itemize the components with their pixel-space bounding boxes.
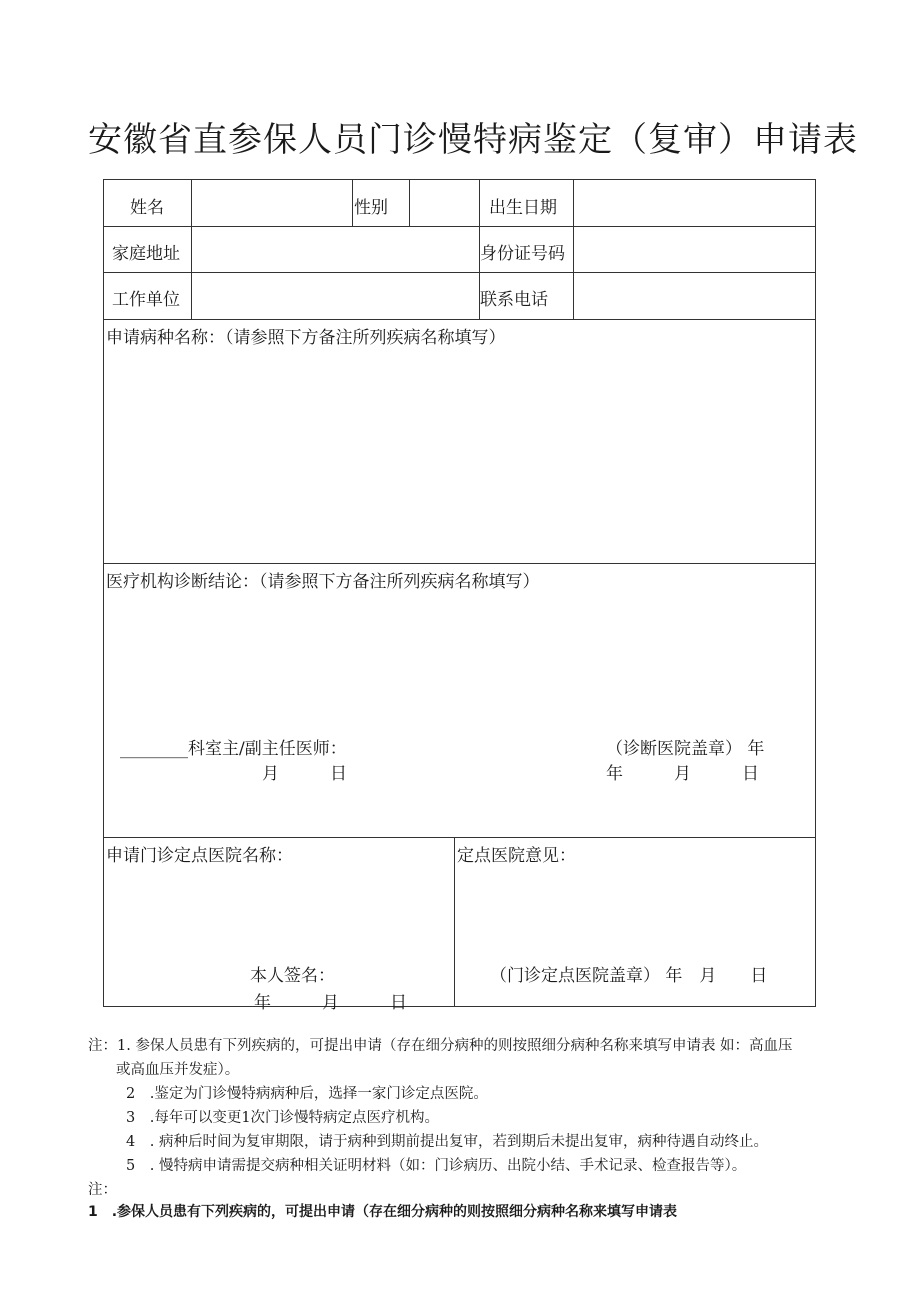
col-divider bbox=[454, 837, 455, 1006]
work-unit-label: 工作单位 bbox=[112, 290, 180, 310]
gender-field[interactable] bbox=[410, 181, 479, 226]
note-item-1-continued: 或高血压并发症）。 bbox=[116, 1062, 240, 1078]
address-label: 家庭地址 bbox=[112, 244, 180, 264]
birth-date-label: 出生日期 bbox=[489, 198, 557, 218]
note-item-3: 3 .每年可以变更1次门诊慢特病定点医疗机构。 bbox=[126, 1110, 440, 1126]
disease-name-field[interactable] bbox=[105, 346, 814, 561]
id-number-label: 身份证号码 bbox=[480, 244, 565, 264]
work-unit-field[interactable] bbox=[192, 273, 479, 319]
doctor-signature-line: ________科室主/副主任医师： bbox=[120, 739, 347, 759]
footer-note-item-1: 1 .参保人员患有下列疾病的，可提出申请（存在细分病种的则按照细分病种名称来填写申请表 bbox=[88, 1204, 678, 1220]
diagnosis-hospital-stamp: （诊断医院盖章） 年 bbox=[606, 739, 765, 759]
note-item-2: 2 .鉴定为门诊慢特病病种后，选择一家门诊定点医院。 bbox=[126, 1086, 488, 1102]
opinion-hospital-stamp: （门诊定点医院盖章） 年 月 日 bbox=[490, 966, 768, 986]
col-divider bbox=[352, 180, 353, 226]
doctor-date: 月 日 bbox=[262, 764, 347, 784]
note-item-5: 5 . 慢特病申请需提交病种相关证明材料（如：门诊病历、出院小结、手术记录、检查报告等）。 bbox=[126, 1158, 747, 1174]
diagnosis-label: 医疗机构诊断结论：（请参照下方备注所列疾病名称填写） bbox=[106, 572, 540, 592]
address-field[interactable] bbox=[192, 227, 479, 272]
gender-label: 性别 bbox=[354, 198, 388, 218]
name-field[interactable] bbox=[192, 181, 352, 226]
phone-label: 联系电话 bbox=[480, 290, 548, 310]
signature-date: 年 月 日 bbox=[254, 993, 407, 1013]
diagnosis-hospital-date: 年 月 日 bbox=[606, 764, 759, 784]
disease-name-label: 申请病种名称：（请参照下方备注所列疾病名称填写） bbox=[106, 328, 506, 348]
footer-note-heading: 注： bbox=[88, 1182, 117, 1198]
form-title: 安徽省直参保人员门诊慢特病鉴定（复审）申请表 bbox=[88, 120, 858, 160]
note-item-4: 4 . 病种后时间为复审期限，请于病种到期前提出复审，若到期后未提出复审，病种待遇自动终止。 bbox=[126, 1134, 768, 1150]
row-divider bbox=[104, 563, 815, 564]
birth-date-field[interactable] bbox=[574, 181, 815, 226]
name-label: 姓名 bbox=[130, 198, 164, 218]
id-number-field[interactable] bbox=[574, 227, 815, 272]
signature-label: 本人签名： bbox=[250, 966, 335, 986]
row-divider bbox=[104, 319, 815, 320]
application-form-table bbox=[103, 179, 816, 1013]
apply-hospital-label: 申请门诊定点医院名称： bbox=[106, 846, 293, 866]
hospital-opinion-label: 定点医院意见： bbox=[457, 846, 576, 866]
note-item-1: 注：1. 参保人员患有下列疾病的，可提出申请（存在细分病种的则按照细分病种名称来填写申请表 如：高血压 bbox=[88, 1038, 793, 1054]
row-divider bbox=[104, 837, 815, 838]
phone-field[interactable] bbox=[574, 273, 815, 319]
